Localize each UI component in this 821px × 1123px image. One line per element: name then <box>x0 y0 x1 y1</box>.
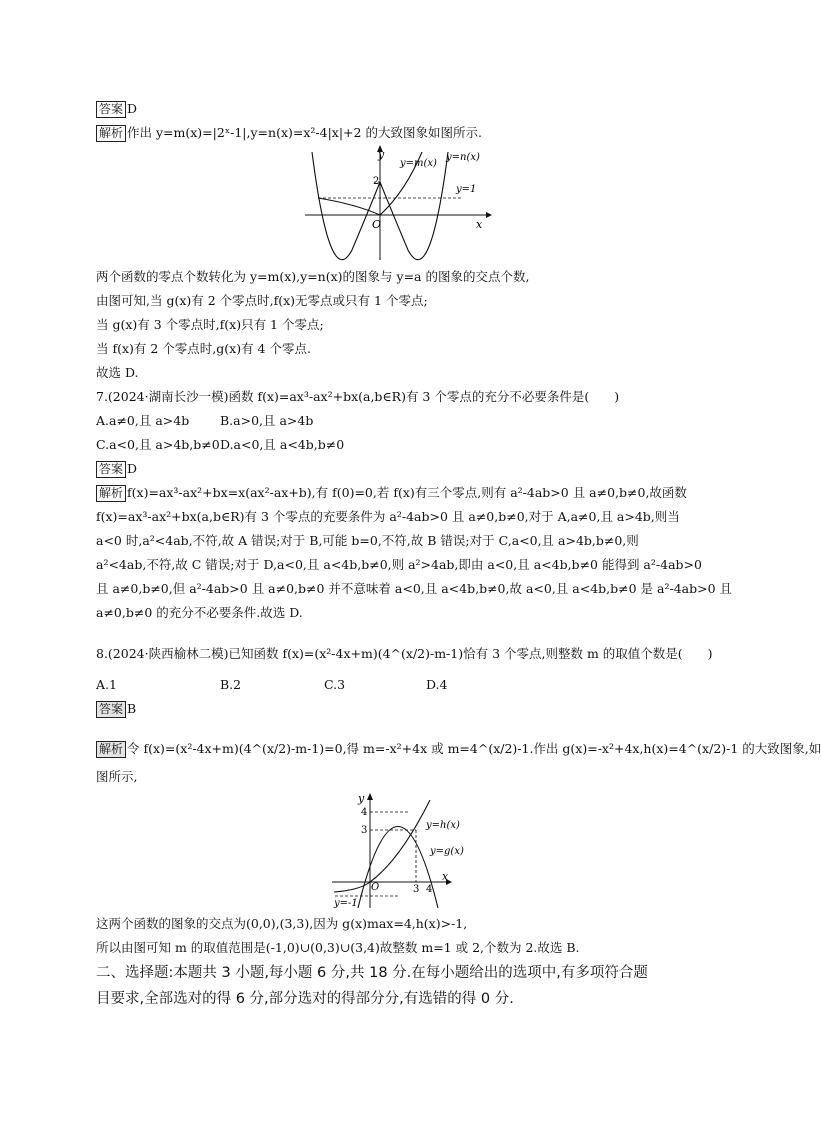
q6-figure <box>300 142 500 262</box>
tick-label-3x: 3 <box>413 884 420 895</box>
q7-answer-row <box>96 460 137 478</box>
q6-analysis-row <box>96 124 482 142</box>
q8-analysis-line2: 图所示, <box>96 769 138 784</box>
curve-label-g: y=g(x) <box>430 846 464 857</box>
q8-option-a: A.1 <box>96 677 117 692</box>
section-heading-line2: 目要求,全部选对的得 6 分,部分选对的得部分分,有选错的得 0 分. <box>96 991 514 1007</box>
curve-label-n: y=n(x) <box>446 152 480 163</box>
q8-option-c: C.3 <box>324 677 346 692</box>
q8-answer-row <box>96 700 136 718</box>
origin-label: O <box>372 218 382 231</box>
answer-tag: 答案 <box>96 461 126 478</box>
line-label-y1: y=1 <box>456 184 477 195</box>
q8-option-d: D.4 <box>426 677 448 692</box>
q8-analysis-line4: 所以由图可知 m 的取值范围是(-1,0)∪(0,3)∪(3,4)故整数 m=1 或 2,个数为 2.故选 B. <box>96 940 580 955</box>
q7-option-c: C.a<0,且 a>4b,b≠0 <box>96 437 220 452</box>
q6-analysis-line2: 两个函数的零点个数转化为 y=m(x),y=n(x)的图象与 y=a 的图象的交点个数, <box>96 269 530 284</box>
analysis-text: 作出 y=m(x)=|2ˣ-1|,y=n(x)=x²-4|x|+2 的大致图象如图所示. <box>127 125 482 140</box>
answer-tag: 答案 <box>96 701 126 718</box>
analysis-text: 令 f(x)=(x²-4x+m)(4^(x/2)-m-1)=0,得 m=-x²+4x 或 m=4^(x/2)-1.作出 g(x)=-x²+4x,h(x)=4^(x/2)-1 的大致图象,如 <box>127 741 821 756</box>
answer-tag: 答案 <box>96 101 126 118</box>
q7-analysis-line5: 且 a≠0,b≠0,但 a²-4ab>0 且 a≠0,b≠0 并不意味着 a<0,且 a<4b,b≠0,故 a<0,且 a<4b,b≠0 是 a²-4ab>0 且 <box>96 581 732 596</box>
analysis-tag: 解析 <box>96 485 126 502</box>
q6-answer-row <box>96 100 137 118</box>
curve-label-m: y=m(x) <box>400 158 437 169</box>
y-axis-label: y <box>358 792 365 805</box>
y-axis-label: y <box>378 148 385 161</box>
q8-analysis-row <box>96 740 821 758</box>
tick-label-4y: 4 <box>361 807 368 818</box>
section-heading-line1: 二、选择题:本题共 3 小题,每小题 6 分,共 18 分.在每小题给出的选项中,有多项符合题 <box>96 965 648 981</box>
origin-label: O <box>371 882 380 893</box>
answer-value: D <box>127 101 138 116</box>
q7-stem: 7.(2024·湖南长沙一模)函数 f(x)=ax³-ax²+bx(a,b∈R)有 3 个零点的充分不必要条件是( ) <box>96 389 620 404</box>
q6-analysis-line5: 当 f(x)有 2 个零点时,g(x)有 4 个零点. <box>96 341 311 356</box>
q6-analysis-line4: 当 g(x)有 3 个零点时,f(x)只有 1 个零点; <box>96 317 324 332</box>
tick-label-3y: 3 <box>361 825 368 836</box>
q8-figure <box>330 790 464 910</box>
curve-label-h: y=h(x) <box>426 820 460 831</box>
x-axis-label: x <box>476 218 483 231</box>
answer-value: B <box>127 701 137 716</box>
answer-value: D <box>127 461 138 476</box>
x-axis-label: x <box>442 870 449 883</box>
q8-option-b: B.2 <box>220 677 242 692</box>
q8-analysis-line3: 这两个函数的图象的交点为(0,0),(3,3),因为 g(x)max=4,h(x)>-1, <box>96 916 468 931</box>
q6-analysis-line6: 故选 D. <box>96 365 139 380</box>
q7-analysis-row <box>96 484 687 502</box>
q7-option-d: D.a<0,且 a<4b,b≠0 <box>220 437 345 452</box>
q7-analysis-line4: a²<4ab,不符,故 C 错误;对于 D,a<0,且 a<4b,b≠0,则 a²>4ab,即由 a<0,且 a<4b,b≠0 能得到 a²-4ab>0 <box>96 557 702 572</box>
q8-stem: 8.(2024·陕西榆林二模)已知函数 f(x)=(x²-4x+m)(4^(x/2)-m-1)恰有 3 个零点,则整数 m 的取值个数是( ) <box>96 646 713 661</box>
analysis-tag: 解析 <box>96 741 126 758</box>
q7-option-b: B.a>0,且 a>4b <box>220 413 314 428</box>
q6-analysis-line3: 由图可知,当 g(x)有 2 个零点时,f(x)无零点或只有 1 个零点; <box>96 293 428 308</box>
tick-label-4x: 4 <box>426 884 433 895</box>
tick-label-2: 2 <box>373 176 380 187</box>
q7-analysis-line6: a≠0,b≠0 的充分不必要条件.故选 D. <box>96 605 303 620</box>
analysis-text: f(x)=ax³-ax²+bx=x(ax²-ax+b),有 f(0)=0,若 f(x)有三个零点,则有 a²-4ab>0 且 a≠0,b≠0,故函数 <box>127 485 687 500</box>
q7-analysis-line3: a<0 时,a²<4ab,不符,故 A 错误;对于 B,可能 b=0,不符,故 B 错误;对于 C,a<0,且 a>4b,b≠0,则 <box>96 533 639 548</box>
q7-option-a: A.a≠0,且 a>4b <box>96 413 190 428</box>
analysis-tag: 解析 <box>96 125 126 142</box>
q7-analysis-line2: f(x)=ax³-ax²+bx(a,b∈R)有 3 个零点的充要条件为 a²-4ab>0 且 a≠0,b≠0,对于 A,a≠0,且 a>4b,则当 <box>96 509 680 524</box>
line-label-ym1: y=-1 <box>334 898 358 909</box>
